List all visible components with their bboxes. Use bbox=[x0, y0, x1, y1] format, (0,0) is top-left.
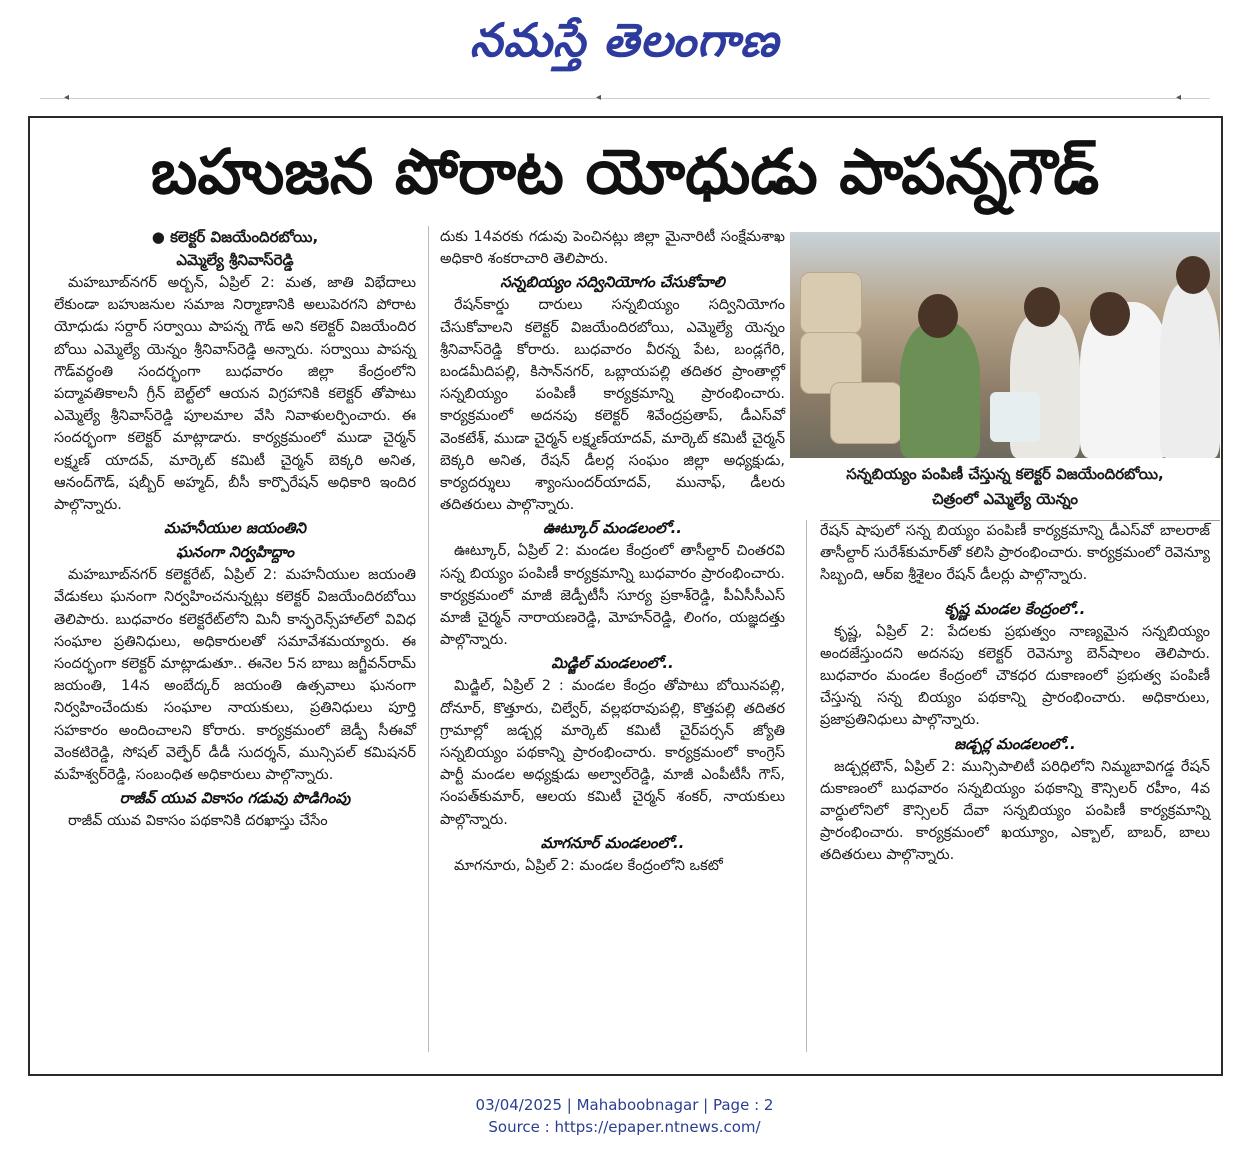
rice-bag bbox=[800, 272, 862, 334]
subheading: మహనీయుల జయంతిని bbox=[164, 519, 306, 538]
article-paragraph: మహబూబ్‌నగర్ అర్బన్, ఏప్రిల్ 2: మత, జాతి విభేదాలు లేకుండా బహుజనుల సమాజ నిర్మాణానికి అలుపెరగని పోరాట యోధుడు సర్దార్ సర్వాయి పాపన్న గౌడ్ అని కలెక్టర్ విజయేందిర బోయి ఎమ్మెల్యే యెన్నం శ్రీనివాస్‌రెడ్డి అన్నారు. సర్వాయి పాపన్న గౌడ్‌వర్ధంతి సందర్భంగా బుధవారం జిల్లా కేంద్రంలోని పద్మావతికాలనీ గ్రీన్ బెల్ట్‌లో ఆయన విగ్రహానికి కలెక్టర్ తోపాటు ఎమ్మెల్యే శ్రీనివాస్‌రెడ్డి పూలమాల వేసి నివాళులర్పించారు. ఈ సందర్భంగా కలెక్టర్ మాట్లాడారు. కార్యక్రమంలో ముడా చైర్మన్ లక్ష్మణ్ యాదవ్, మార్కెట్ కమిటీ చైర్మన్ బెక్కరి అనిత, ఆనంద్‌గౌడ్, షబ్బీర్ అహ్మద్, బీసీ కార్పొరేషన్ అధికారి ఇందిర పాల్గొన్నారు. bbox=[54, 275, 416, 514]
article-paragraph: కృష్ణ, ఏప్రిల్ 2: పేదలకు ప్రభుత్వం నాణ్యమైన సన్నబియ్యం అందజేస్తుందని అదనపు కలెక్టర్ రెవెన్యూ బెన్‌షాలం తెలిపారు. బుధవారం మండల కేంద్రంలో చౌకధర దుకాణంలో ప్రభుత్వ పంపిణీ చేస్తున్న సన్న బియ్యం పథకాన్ని ప్రారంభించారు. అధికారులు, ప్రజాప్రతినిధులు పాల్గొన్నారు. bbox=[820, 623, 1210, 729]
subheading: జడ్చర్ల మండలంలో.. bbox=[954, 734, 1076, 753]
article-paragraph: మిడ్జిల్, ఏప్రిల్ 2 : మండల కేంద్రం తోపాటు బోయినపల్లి, దోనూర్, కొత్తూరు, చిల్వేర్, వల్లభరావుపల్లి, కొత్తపల్లి తదితర గ్రామాల్లో జడ్చర్ల మార్కెట్ కమిటీ చైర్‌పర్సన్ జ్యోతి సన్నబియ్యం పథకాన్ని ప్రారంభించారు. కార్యక్రమంలో కాంగ్రెస్ పార్టీ మండల అధ్యక్షుడు అల్వాల్‌రెడ్డి, మాజీ ఎంపీటీసీ గౌస్, సంపత్‌కుమార్, ఆలయ కమిటీ చైర్మన్ శంకర్, నాయకులు పాల్గొన్నారు. bbox=[440, 678, 785, 828]
subheading: ఘనంగా నిర్వహిద్దాం bbox=[176, 543, 294, 562]
article-paragraph: రాజీవ్ యువ వికాసం పథకానికి దరఖాస్తు చేసేం bbox=[68, 813, 328, 830]
person-head bbox=[918, 294, 958, 338]
caption-line: చిత్రంలో ఎమ్మెల్యే యెన్నం bbox=[932, 490, 1078, 508]
person-head bbox=[1176, 256, 1210, 294]
caption-line: సన్నబియ్యం పంపిణీ చేస్తున్న కలెక్టర్ విజయేందిరబోయి, bbox=[846, 465, 1164, 483]
article-column-2 bbox=[440, 226, 785, 1056]
article-paragraph: మాగనూరు, ఏప్రిల్ 2: మండల కేంద్రంలోని ఒకటో bbox=[454, 857, 723, 874]
column-rule bbox=[428, 226, 429, 1052]
rice-pouch bbox=[990, 392, 1040, 442]
news-photo bbox=[790, 232, 1220, 458]
subheading: మిడ్జిల్ మండలంలో.. bbox=[551, 654, 674, 673]
article-column-1 bbox=[54, 226, 416, 1056]
article-paragraph: జడ్చర్లటౌన్, ఏప్రిల్ 2: మున్సిపాలిటీ పరిధిలోని నిమ్మబావిగడ్డ రేషన్ దుకాణంలో బుధవారం సన్నబియ్యం పథకాన్ని కౌన్సిలర్ రహీం, 4వ వార్డులోనిలో కౌన్సిలర్ దేవా సన్నబియ్యం పంపిణీ కార్యక్రమాన్ని ప్రారంభించారు. కార్యక్రమంలో ఖయ్యూం, ఎక్బాల్, బాబర్, బాలు తదితరులు పాల్గొన్నారు. bbox=[820, 758, 1210, 864]
lede-line: ఎమ్మెల్యే శ్రీనివాస్‌రెడ్డి bbox=[176, 251, 294, 269]
subheading: సన్నబియ్యం సద్వినియోగం చేసుకోవాలి bbox=[500, 273, 725, 292]
person-head bbox=[1024, 287, 1060, 327]
article-paragraph: రేషన్‌కార్డు దారులు సన్నబియ్యం సద్వినియోగం చేసుకోవాలని కలెక్టర్ విజయేందిరబోయి, ఎమ్మెల్యే యెన్నం శ్రీనివాస్‌రెడ్డి కోరారు. బుధవారం వీరన్న పేట, బండ్లగేరి, బండమీదిపల్లి, కిసాన్‌నగర్, ఒబ్లాయపల్లి తదితర ప్రాంతాల్లో సన్నబియ్యం పంపిణీ కార్యక్రమాన్ని ప్రారంభించారు. కార్యక్రమంలో అదనపు కలెక్టర్ శివేంద్రప్రతాప్, డీఎస్‌వో వెంకటేశ్, ముడా చైర్మన్ లక్ష్మణ్‌యాదవ్, మార్కెట్ కమిటీ చైర్మన్ బెక్కరి అనిత, రేషన్ డీలర్ల సంఘం జిల్లా అధ్యక్షుడు, కార్యదర్శులు శ్యాంసుందర్‌యాదవ్, మునాఫ్, డీలరు తదితరులు పాల్గొన్నారు. bbox=[440, 297, 785, 514]
person-head bbox=[1090, 292, 1130, 336]
masthead bbox=[0, 0, 1249, 78]
article-paragraph: రేషన్ షాపులో సన్న బియ్యం పంపిణీ కార్యక్రమాన్ని డీఎస్‌వో బాలరాజ్ తాసీల్దార్ సురేశ్‌కుమార్‌తో కలిసి ప్రారంభించారు. కార్యక్రమంలో రెవెన్యూ సిబ్బంది, ఆర్‌ఐ శ్రీశైలం రేషన్ డీలర్లు పాల్గొన్నారు. bbox=[820, 523, 1210, 584]
registration-mark: ◂ bbox=[596, 92, 602, 103]
subheading: రాజీవ్ యువ వికాసం గడువు పొడిగింపు bbox=[119, 789, 351, 808]
newspaper-logo: నమస్తే తెలంగాణ bbox=[469, 13, 780, 67]
column-rule bbox=[806, 520, 807, 1052]
subheading: కృష్ణ మండల కేంద్రంలో.. bbox=[944, 599, 1086, 618]
photo-caption bbox=[790, 462, 1220, 516]
edition-info: 03/04/2025 | Mahaboobnagar | Page : 2 bbox=[475, 1096, 774, 1114]
person-figure bbox=[1160, 282, 1220, 458]
lede-line: ● కలెక్టర్ విజయేందిరబోయి, bbox=[151, 228, 319, 246]
masthead-divider bbox=[40, 98, 1210, 99]
source-link[interactable]: Source : https://epaper.ntnews.com/ bbox=[488, 1118, 761, 1136]
rice-bag bbox=[830, 382, 902, 444]
article-headline: బహుజన పోరాట యోధుడు పాపన్నగౌడ్ bbox=[150, 135, 1100, 208]
article-paragraph: ఊట్కూర్, ఏప్రిల్ 2: మండల కేంద్రంలో తాసీల్దార్ చింతరవి సన్న బియ్యం పంపిణీ కార్యక్రమాన్ని బుధవారం ప్రారంభించారు. కార్యక్రమంలో మాజీ జెడ్పీటీసీ సూర్య ప్రకాశ్‌రెడ్డి, పీఏసీసీఎస్ మాజీ చైర్మన్ నారాయణరెడ్డి, మోహన్‌రెడ్డి, లింగం, యజ్ఞదత్తు పాల్గొన్నారు. bbox=[440, 543, 785, 649]
subheading: మాగనూర్ మండలంలో.. bbox=[540, 833, 685, 852]
subheading: ఊట్కూర్ మండలంలో.. bbox=[543, 519, 682, 538]
article-paragraph: మహబూబ్‌నగర్ కలెక్టరేట్, ఏప్రిల్ 2: మహనీయుల జయంతి వేడుకలు ఘనంగా నిర్వహించనున్నట్లు కలెక్టర్ విజయేందిరబోయి తెలిపారు. బుధవారం కలెక్టరేట్‌లోని మినీ కాన్ఫరెన్స్‌హాల్‌లో వివిధ సంఘాల ప్రతినిధులు, అధికారులతో సమావేశమయ్యారు. ఈ సందర్భంగా కలెక్టర్ మాట్లాడుతూ.. ఈనెల 5న బాబు జగ్జీవన్‌రామ్ జయంతి, 14న అంబేద్కర్ జయంతి ఉత్సవాలు ఘనంగా నిర్వహించేందుకు సంఘాల నాయకులు, ప్రతినిధులు పూర్తి సహకారం అందించాలని కోరారు. కార్యక్రమంలో జెడ్పీ సీఈవో వెంకటిరెడ్డి, సోషల్ వెల్ఫేర్ డీడీ సుదర్శన్, మున్సిపల్ కమిషనర్ మహేశ్వర్‌రెడ్డి, సంబంధిత అధికారులు పాల్గొన్నారు. bbox=[54, 567, 416, 784]
registration-mark: ◂ bbox=[1176, 92, 1182, 103]
page-footer bbox=[0, 1094, 1249, 1138]
article-column-3 bbox=[820, 520, 1210, 1060]
person-figure bbox=[900, 322, 980, 458]
registration-mark: ◂ bbox=[64, 92, 70, 103]
article-paragraph: దుకు 14వరకు గడువు పెంచినట్లు జిల్లా మైనారిటీ సంక్షేమశాఖ అధికారి శంకరాచారి తెలిపారు. bbox=[440, 229, 785, 268]
